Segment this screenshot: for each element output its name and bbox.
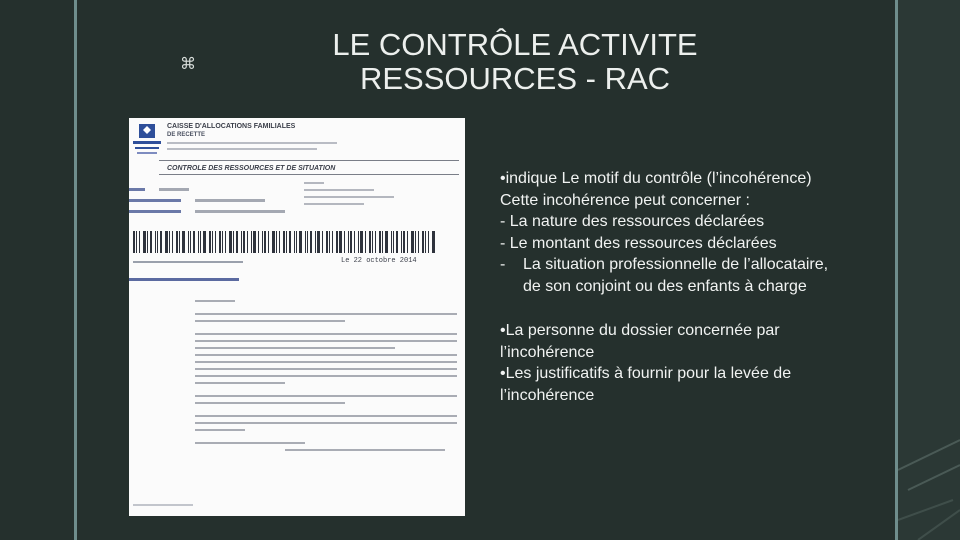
barcode-bar xyxy=(247,231,248,253)
bullet-personne: •La personne du dossier concernée par l’incohérence xyxy=(500,322,780,361)
recipient-address xyxy=(304,182,414,210)
list-marker: - xyxy=(500,234,510,252)
letter-date: Le 22 octobre 2014 xyxy=(341,257,417,265)
barcode-bar xyxy=(385,231,388,253)
barcode-bar xyxy=(268,231,269,253)
letter-doc-title: CONTROLE DES RESSOURCES ET DE SITUATION xyxy=(159,160,459,175)
barcode-bar xyxy=(279,231,280,253)
barcode-bar xyxy=(299,231,302,253)
org-address-lines xyxy=(167,142,337,154)
org-name-line-1: CAISSE D'ALLOCATIONS FAMILIALES xyxy=(167,123,296,130)
barcode-bar xyxy=(296,231,297,253)
barcode-bar xyxy=(169,231,170,253)
barcode-bar xyxy=(233,231,234,253)
barcode-bar xyxy=(305,231,306,253)
list-item xyxy=(500,254,840,297)
barcode-bar xyxy=(286,231,287,253)
barcode-bar xyxy=(258,231,259,253)
barcode-bar xyxy=(262,231,263,253)
barcode-bar xyxy=(379,231,381,253)
barcode-bar xyxy=(329,231,330,253)
letter-scan-image xyxy=(129,118,465,516)
list-item-text: Le montant des ressources déclarées xyxy=(509,234,777,252)
incoherence-list xyxy=(500,190,840,298)
barcode-bar xyxy=(425,231,426,253)
return-notice xyxy=(129,278,239,281)
bullet-motif: •indique Le motif du contrôle (l’incohérence) xyxy=(500,170,812,187)
command-symbol-icon: ⌘ xyxy=(180,56,196,73)
barcode-bar xyxy=(294,231,295,253)
barcode-bar xyxy=(310,231,312,253)
barcode-bar xyxy=(411,231,414,253)
barcode-bar xyxy=(344,231,345,253)
barcode-bar xyxy=(150,231,152,253)
org-name xyxy=(167,123,295,131)
barcode-bar xyxy=(339,231,342,253)
letter-body xyxy=(195,300,457,456)
barcode-bar xyxy=(289,231,291,253)
corner-decoration xyxy=(898,0,960,540)
list-item xyxy=(500,233,840,255)
barcode-bar xyxy=(209,231,211,253)
content-text xyxy=(500,168,840,406)
barcode-bar xyxy=(403,231,405,253)
barcode-bar xyxy=(219,231,221,253)
barcode-bar xyxy=(193,231,195,253)
barcode-bar xyxy=(215,231,216,253)
list-marker: - xyxy=(500,256,506,273)
reference-block xyxy=(129,184,309,217)
barcode-bar xyxy=(369,231,371,253)
barcode-bar xyxy=(407,231,408,253)
list-item-text: La nature des ressources déclarées xyxy=(509,213,765,230)
barcode-bar xyxy=(251,231,252,253)
barcode-bar xyxy=(315,231,316,253)
barcode-bar xyxy=(172,231,173,253)
barcode-bar xyxy=(136,231,137,253)
barcode-bar xyxy=(157,231,158,253)
barcode-bar xyxy=(365,231,366,253)
barcode-bar xyxy=(147,231,148,253)
slide-title xyxy=(280,28,750,96)
barcode-bar xyxy=(422,231,424,253)
barcode xyxy=(133,231,453,253)
list-marker: - xyxy=(500,213,510,230)
left-accent-rule xyxy=(74,0,77,540)
barcode-bar xyxy=(253,231,256,253)
barcode-bar xyxy=(418,231,419,253)
barcode-bar xyxy=(415,231,416,253)
barcode-bar xyxy=(393,231,394,253)
barcode-bar xyxy=(391,231,392,253)
barcode-bar xyxy=(322,231,323,253)
barcode-bar xyxy=(396,231,398,253)
barcode-bar xyxy=(188,231,189,253)
barcode-bar xyxy=(179,231,180,253)
barcode-bar xyxy=(236,231,238,253)
barcode-bar xyxy=(160,231,162,253)
barcode-bar xyxy=(176,231,178,253)
barcode-bar xyxy=(241,231,242,253)
title-line-1: LE CONTRÔLE ACTIVITE xyxy=(332,27,698,62)
barcode-bar xyxy=(264,231,266,253)
barcode-bar xyxy=(283,231,285,253)
barcode-bar xyxy=(326,231,328,253)
barcode-bar xyxy=(332,231,333,253)
incoherence-intro: Cette incohérence peut concerner : xyxy=(500,191,750,209)
right-accent-rule xyxy=(895,0,898,540)
list-item-text: La situation professionnelle de l’allocataire, de son conjoint ou des enfants à charge xyxy=(523,256,829,295)
barcode-bar xyxy=(133,231,135,253)
barcode-bar xyxy=(360,231,363,253)
barcode-bar xyxy=(212,231,213,253)
barcode-bar xyxy=(372,231,373,253)
barcode-bar xyxy=(348,231,349,253)
title-line-2: RESSOURCES - RAC xyxy=(359,61,671,96)
barcode-bar xyxy=(375,231,376,253)
barcode-bar xyxy=(307,231,308,253)
barcode-bar xyxy=(354,231,355,253)
barcode-bar xyxy=(165,231,168,253)
barcode-bar xyxy=(203,231,206,253)
barcode-bar xyxy=(358,231,359,253)
barcode-bar xyxy=(276,231,277,253)
barcode-bar xyxy=(225,231,226,253)
barcode-bar xyxy=(382,231,383,253)
bullet-justificatifs: •Les justificatifs à fournir pour la levée de l’incohérence xyxy=(500,365,792,404)
list-item xyxy=(500,211,840,233)
barcode-bar xyxy=(229,231,232,253)
barcode-bar xyxy=(336,231,338,253)
barcode-bar xyxy=(272,231,275,253)
barcode-bar xyxy=(200,231,201,253)
barcode-bar xyxy=(182,231,185,253)
org-name-line-2: DE RECETTE xyxy=(167,132,206,138)
barcode-bar xyxy=(432,231,435,253)
barcode-bar xyxy=(198,231,199,253)
barcode-bar xyxy=(190,231,191,253)
letter-footer xyxy=(133,504,193,506)
barcode-bar xyxy=(317,231,320,253)
barcode-bar xyxy=(243,231,245,253)
barcode-bar xyxy=(139,231,140,253)
barcode-bar xyxy=(155,231,156,253)
barcode-bar xyxy=(428,231,429,253)
barcode-bar xyxy=(350,231,352,253)
barcode-bar xyxy=(222,231,223,253)
barcode-bar xyxy=(143,231,146,253)
caf-logo xyxy=(133,122,161,156)
barcode-number xyxy=(133,261,243,263)
barcode-bar xyxy=(401,231,402,253)
